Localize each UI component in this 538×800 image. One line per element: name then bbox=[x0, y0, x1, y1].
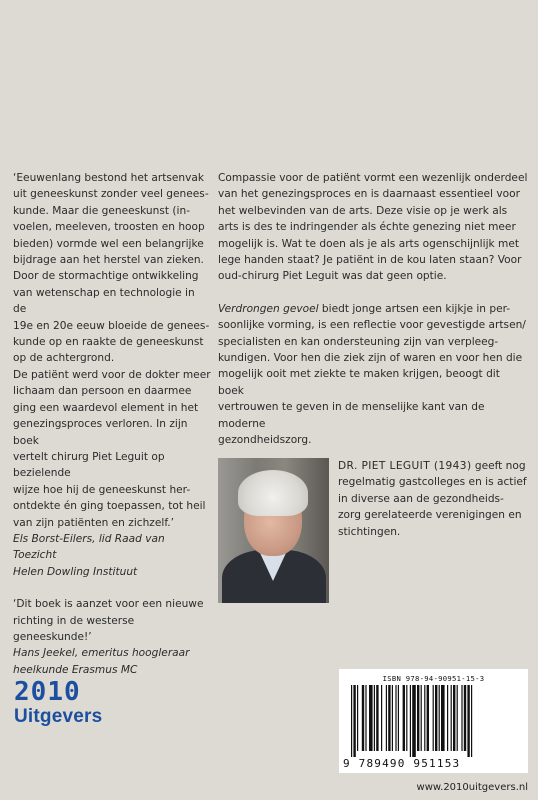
barcode-bar bbox=[441, 685, 445, 751]
barcode-bars bbox=[349, 685, 518, 757]
quote-attribution: Helen Dowling Instituut bbox=[13, 565, 138, 578]
logo-digit: 0 bbox=[63, 677, 79, 707]
quote-attribution: Hans Jeekel, emeritus hoogleraar bbox=[13, 647, 190, 660]
blurb-line-rest: biedt jonge artsen een kijkje in per- bbox=[318, 302, 511, 315]
isbn-label: ISBN 978-94-90951-15-3 bbox=[382, 674, 485, 683]
author-portrait bbox=[218, 458, 329, 603]
blurb-line: mogelijk ooit met ziekte te maken krijgen, beoogt dit boek bbox=[218, 368, 500, 397]
barcode-bar bbox=[427, 685, 429, 751]
quote-line: 19e en 20e eeuw bloeide de genees- bbox=[13, 319, 210, 332]
logo-mark bbox=[14, 677, 102, 707]
book-title: Verdrongen gevoel bbox=[218, 302, 319, 315]
barcode-bar bbox=[461, 685, 462, 751]
quote-line: ‘Dit boek is aanzet voor een nieuwe bbox=[13, 598, 204, 611]
quote-line: ‘Eeuwenlang bestond het artsenvak bbox=[13, 172, 205, 184]
blurb-line: soonlijke vorming, is een reflectie voor gevestigde artsen/ bbox=[218, 319, 526, 332]
barcode-bar bbox=[464, 685, 466, 751]
barcode-bar bbox=[417, 685, 419, 751]
publisher-logo bbox=[14, 677, 103, 728]
barcode-bar bbox=[374, 685, 375, 751]
blurb-paragraph-1 bbox=[218, 170, 528, 285]
barcode-bar bbox=[451, 685, 452, 751]
barcode-bar bbox=[447, 685, 448, 751]
barcode-bar bbox=[386, 685, 387, 751]
quote-line: van zijn patiënten en zichzelf.’ bbox=[13, 516, 175, 529]
logo-digit: 1 bbox=[47, 677, 62, 707]
bio-line bbox=[338, 458, 528, 474]
barcode-bar bbox=[392, 685, 393, 751]
quote-line: bijdrage aan het herstel van zieken. bbox=[13, 254, 204, 267]
barcode-digits: 9 789490 951153 bbox=[343, 757, 461, 770]
blurb-line: het welbevinden van de arts. Deze visie op je werk als bbox=[218, 204, 508, 217]
blurb-line: lege handen staat? Je patiënt in de kou laten staan? Voor bbox=[218, 254, 522, 267]
barcode-bar bbox=[457, 685, 458, 751]
quote-line: kunde. Maar die geneeskunst (in- bbox=[13, 204, 191, 217]
barcode-bar bbox=[388, 685, 390, 751]
barcode-bar bbox=[467, 685, 469, 757]
quote-line: vertelt chirurg Piet Leguit op bezielende bbox=[13, 450, 165, 480]
barcode-bar bbox=[435, 685, 437, 751]
quote-line: Door de stormachtige ontwikkeling bbox=[13, 270, 199, 283]
blurb-line: van het genezingsproces en is daarnaast essentieel voor bbox=[218, 188, 520, 201]
barcode-bar bbox=[424, 685, 425, 751]
quote-line: De patiënt werd voor de dokter meer bbox=[13, 368, 211, 381]
barcode-bar bbox=[362, 685, 364, 751]
barcode-bar bbox=[421, 685, 422, 751]
quote-line: bieden) vormde wel een belangrijke bbox=[13, 237, 204, 250]
quote-line: op de achtergrond. bbox=[13, 352, 115, 365]
bio-line: stichtingen. bbox=[338, 525, 401, 538]
blurb-line: Compassie voor de patiënt vormt een wezenlijk onderdeel bbox=[218, 172, 528, 184]
quote-line: kunde op en raakte de geneeskunst bbox=[13, 336, 204, 349]
barcode-bar bbox=[412, 685, 416, 757]
author-name: DR. PIET LEGUIT bbox=[338, 460, 431, 472]
logo-digit: 2 bbox=[14, 677, 29, 707]
barcode-bar bbox=[398, 685, 399, 751]
quote-els-borst bbox=[13, 170, 211, 580]
quote-line: voelen, meeleven, troosten en hoop bbox=[13, 221, 205, 234]
barcode-bar bbox=[357, 685, 358, 751]
quote-line: ging een waardevol element in het bbox=[13, 401, 199, 414]
quote-line: richting in de westerse geneeskunde!’ bbox=[13, 614, 135, 643]
barcode-bar bbox=[365, 685, 366, 751]
quote-attribution: heelkunde Erasmus MC bbox=[13, 663, 138, 676]
quote-line: ontdekte én ging toepassen, tot heil bbox=[13, 500, 206, 513]
logo-name: Uitgevers bbox=[14, 706, 103, 727]
blurb-line: vertrouwen te geven in de menselijke kant van de moderne bbox=[218, 401, 485, 430]
author-bio bbox=[338, 458, 528, 540]
barcode-bar bbox=[353, 685, 355, 757]
barcode-box bbox=[339, 669, 528, 773]
barcode-bar bbox=[381, 685, 382, 751]
quote-line: lichaam dan persoon en daarmee bbox=[13, 385, 192, 398]
quote-line: uit geneeskunst zonder veel genees- bbox=[13, 188, 209, 201]
left-column bbox=[13, 170, 211, 678]
barcode-bar bbox=[351, 685, 352, 757]
blurb-line: arts is des te indringender als échte genezing niet meer bbox=[218, 221, 516, 234]
quote-line: genezingsproces verloren. In zijn boek bbox=[13, 418, 188, 447]
quote-line: wijze hoe hij de geneeskunst her- bbox=[13, 483, 191, 496]
barcode-bar bbox=[471, 685, 472, 757]
barcode-bar bbox=[439, 685, 440, 751]
quote-attribution: Els Borst-Eilers, lid Raad van Toezicht bbox=[13, 532, 165, 562]
author-year: (1943) bbox=[430, 460, 472, 472]
barcode-bar bbox=[376, 685, 378, 751]
bio-line: in diverse aan de gezondheids- bbox=[338, 492, 504, 505]
barcode-bar bbox=[433, 685, 434, 751]
bio-line-rest: geeft nog bbox=[471, 460, 526, 472]
quote-line: van wetenschap en technologie in de bbox=[13, 286, 195, 316]
blurb-line: oud-chirurg Piet Leguit was dat geen optie. bbox=[218, 270, 447, 283]
logo-digit: 0 bbox=[30, 677, 46, 707]
barcode-bar bbox=[395, 685, 396, 751]
blurb-line: specialisten en kan ondersteuning zijn van verpleeg- bbox=[218, 335, 499, 348]
blurb-line bbox=[218, 301, 528, 317]
blurb-paragraph-2 bbox=[218, 301, 528, 449]
barcode-bar bbox=[406, 685, 407, 751]
blurb-line: mogelijk is. Wat te doen als je als arts ogenschijnlijk met bbox=[218, 237, 520, 250]
blurb-line: kundigen. Voor hen die ziek zijn of waren en voor hen die bbox=[218, 352, 523, 365]
barcode-bar bbox=[410, 685, 411, 757]
barcode-bar bbox=[403, 685, 405, 751]
blurb-line: gezondheidszorg. bbox=[218, 434, 312, 447]
barcode-bar bbox=[369, 685, 373, 751]
right-column bbox=[218, 170, 528, 465]
quote-hans-jeekel bbox=[13, 596, 211, 678]
bio-line: zorg gerelateerde verenigingen en bbox=[338, 509, 522, 522]
publisher-website: www.2010uitgevers.nl bbox=[416, 782, 528, 793]
barcode-bar bbox=[453, 685, 455, 751]
bio-line: regelmatig gastcolleges en is actief bbox=[338, 476, 527, 489]
